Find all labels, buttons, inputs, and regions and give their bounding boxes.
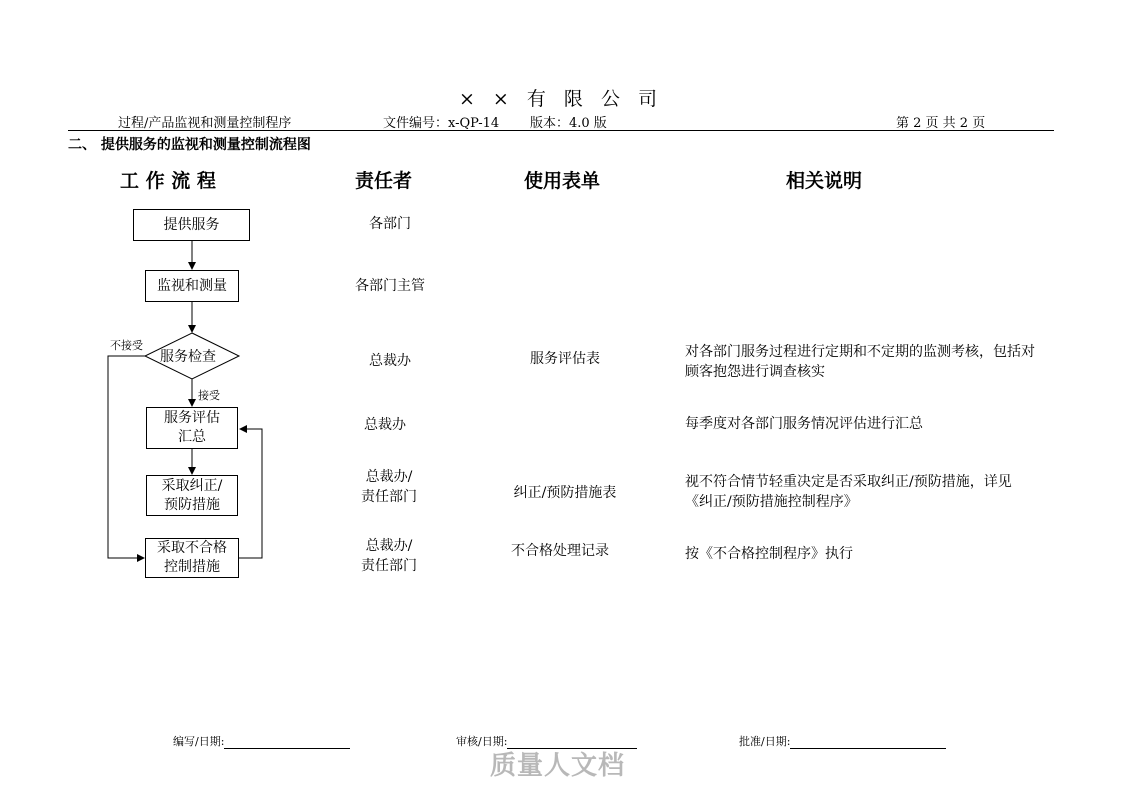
- arrow-feedback-loop: [238, 429, 262, 558]
- document-version: 版本：4.0 版: [530, 116, 607, 131]
- footer-written-line: [224, 735, 350, 749]
- column-header-forms: 使用表单: [524, 170, 601, 192]
- flow-box-nonconforming-control: [145, 538, 239, 578]
- flow-box-label: 监视和测量: [157, 277, 227, 294]
- column-header-responsible: 责任者: [355, 170, 413, 192]
- flow-box-label: 采取纠正/预防措施: [161, 477, 223, 513]
- responsible-row-2: 各部门主管: [355, 278, 425, 294]
- flow-box-label: 服务评估汇总: [164, 410, 220, 445]
- flow-box-corrective-action: [146, 475, 238, 516]
- form-row-3: 服务评估表: [530, 351, 600, 367]
- watermark-logo: 质量人文档: [490, 751, 626, 781]
- flow-label-accept: 接受: [198, 389, 220, 402]
- document-title: 过程/产品监视和测量控制程序: [118, 116, 292, 131]
- flow-box-evaluation-summary: [146, 407, 238, 449]
- flow-box-provide-service: [133, 209, 250, 241]
- flow-box-monitor-measure: [145, 270, 239, 302]
- responsible-row-1: 各部门: [369, 216, 411, 232]
- column-header-notes: 相关说明: [786, 170, 863, 192]
- flow-label-not-accept: 不接受: [110, 339, 143, 352]
- footer-written: [173, 733, 350, 749]
- form-row-5: 纠正/预防措施表: [513, 485, 617, 501]
- section-title: 二、 提供服务的监视和测量控制流程图: [68, 137, 311, 153]
- note-row-4: 每季度对各部门服务情况评估进行汇总: [685, 416, 923, 432]
- document-number: 文件编号：x-QP-14: [383, 116, 500, 131]
- footer-reviewed-label: 审核/日期:: [456, 735, 508, 748]
- responsible-row-4: 总裁办: [364, 417, 406, 433]
- responsible-row-6: 总裁办/责任部门: [361, 538, 417, 574]
- footer-approved-label: 批准/日期:: [739, 735, 791, 748]
- footer-approved-line: [790, 735, 946, 749]
- footer-approved: [739, 733, 946, 749]
- note-row-3: 对各部门服务过程进行定期和不定期的监测考核，包括对顾客抱怨进行调查核实: [685, 344, 1035, 380]
- flow-diamond-service-check-label: 服务检查: [160, 349, 216, 365]
- note-row-5: 视不符合情节轻重决定是否采取纠正/预防措施，详见《纠正/预防措施控制程序》: [685, 474, 1012, 510]
- column-header-workflow: 工 作 流 程: [120, 170, 216, 192]
- flow-box-label: 提供服务: [163, 216, 220, 233]
- company-name: × × 有 限 公 司: [458, 88, 664, 110]
- responsible-row-5: 总裁办/责任部门: [361, 469, 417, 505]
- page-info: 第 2 页 共 2 页: [896, 116, 986, 131]
- responsible-row-3: 总裁办: [369, 353, 411, 369]
- footer-written-label: 编写/日期:: [173, 735, 225, 748]
- form-row-6: 不合格处理记录: [511, 543, 609, 559]
- arrow-not-accept-loop: [108, 356, 145, 558]
- note-row-6: 按《不合格控制程序》执行: [685, 546, 853, 562]
- flow-box-label: 采取不合格控制措施: [157, 540, 227, 575]
